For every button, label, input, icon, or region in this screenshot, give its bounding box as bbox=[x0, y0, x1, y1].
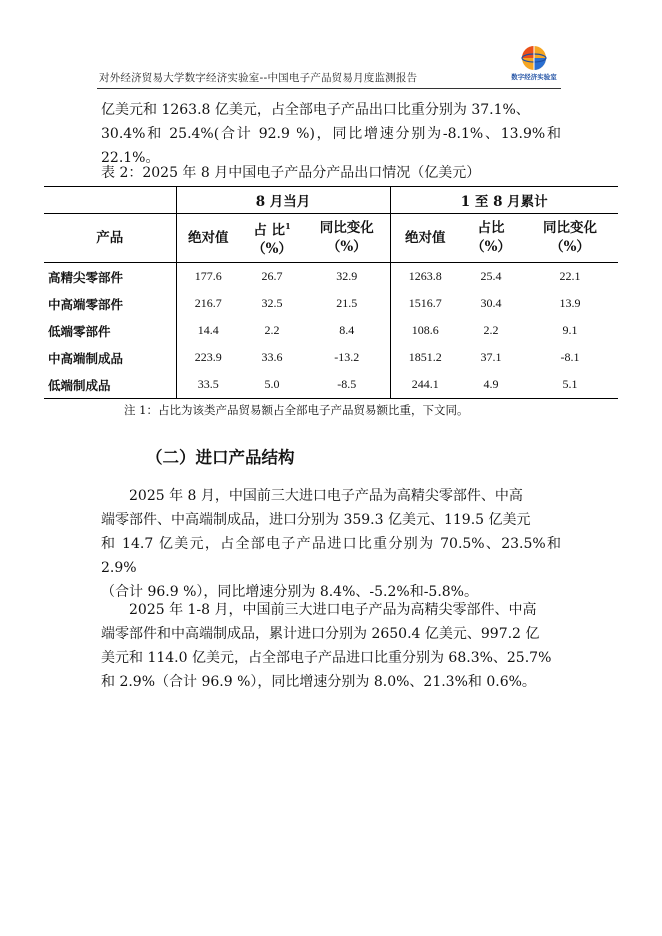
cum-abs-cell: 1263.8 bbox=[390, 263, 460, 291]
month-share-cell: 26.7 bbox=[261, 269, 283, 283]
cum-share-cell: 4.9 bbox=[460, 371, 522, 399]
empty-header-cell bbox=[44, 187, 176, 214]
month-abs-cell: 223.9 bbox=[176, 344, 240, 371]
share2-header-unit: （%） bbox=[471, 239, 511, 255]
cum-yoy-cell: -8.1 bbox=[560, 350, 580, 364]
share2-column-header bbox=[460, 214, 522, 263]
yoy-header-unit: （%） bbox=[326, 239, 367, 255]
table-group-header-row bbox=[44, 187, 618, 214]
cum-yoy-cell: 5.1 bbox=[522, 371, 618, 399]
cum-abs-cell: 108.6 bbox=[390, 317, 460, 344]
table-row bbox=[44, 317, 618, 344]
table-row bbox=[44, 290, 618, 317]
yoy2-column-header bbox=[522, 214, 618, 263]
cum-yoy-cell: 22.1 bbox=[559, 269, 581, 283]
paragraph-line: 和 2.9%（合计 96.9 %），同比增速分别为 8.0%、21.3%和 0.6%。 bbox=[101, 674, 536, 690]
yoy2-header-unit: （%） bbox=[550, 239, 590, 255]
month-share-cell: 2.2 bbox=[264, 323, 280, 337]
month-abs-cell: 216.7 bbox=[176, 290, 240, 317]
cum-abs-cell: 244.1 bbox=[390, 371, 460, 399]
abs-column-header: 绝对值 bbox=[176, 214, 240, 263]
cum-share-cell: 25.4 bbox=[480, 269, 502, 283]
paragraph-line: 美元和 114.0 亿美元，占全部电子产品进口比重分别为 68.3%、25.7% bbox=[101, 650, 552, 666]
cum-share-cell: 2.2 bbox=[483, 323, 499, 337]
paragraph-line: 和 14.7 亿美元，占全部电子产品进口比重分别为 70.5%、23.5%和 2.9% bbox=[101, 536, 561, 576]
group-header-month: 8 月当月 bbox=[176, 187, 390, 214]
month-yoy-cell: 8.4 bbox=[339, 323, 355, 337]
product-name-cell: 中高端制成品 bbox=[48, 350, 124, 366]
paragraph-line: 端零部件、中高端制成品，进口分别为 359.3 亿美元、119.5 亿美元 bbox=[101, 512, 531, 528]
table-row bbox=[44, 344, 618, 371]
cum-yoy-cell: 13.9 bbox=[559, 296, 581, 310]
yoy2-header-label: 同比变化 bbox=[543, 220, 597, 236]
paragraph-line: 2025 年 8 月，中国前三大进口电子产品为高精尖零部件、中高 bbox=[129, 488, 523, 504]
table-row bbox=[44, 371, 618, 399]
month-yoy-cell: 21.5 bbox=[336, 296, 358, 310]
paragraph-line: （合计 96.9 %），同比增速分别为 8.4%、-5.2%和-5.8%。 bbox=[101, 584, 478, 600]
header-title: 对外经济贸易大学数字经济实验室--中国电子产品贸易月度监测报告 bbox=[99, 72, 418, 84]
month-share-cell: 32.5 bbox=[261, 296, 283, 310]
table-sub-header-row bbox=[44, 214, 618, 263]
month-abs-cell: 33.5 bbox=[176, 371, 240, 399]
yoy-header-label: 同比变化 bbox=[319, 220, 374, 236]
table-caption: 表 2：2025 年 8 月中国电子产品分产品出口情况（亿美元） bbox=[101, 165, 481, 181]
share2-header-label: 占比 bbox=[477, 220, 505, 236]
month-share-cell: 5.0 bbox=[240, 371, 304, 399]
month-abs-cell: 177.6 bbox=[176, 263, 240, 291]
intro-line: 亿美元和 1263.8 亿美元，占全部电子产品出口比重分别为 37.1%、 bbox=[101, 102, 530, 118]
abs2-column-header: 绝对值 bbox=[390, 214, 460, 263]
product-name-cell: 低端零部件 bbox=[48, 323, 111, 339]
section-heading: （二）进口产品结构 bbox=[146, 448, 295, 467]
paragraph-line: 端零部件和中高端制成品，累计进口分别为 2650.4 亿美元、997.2 亿 bbox=[101, 626, 540, 642]
share-header-unit: （%） bbox=[252, 241, 292, 258]
export-table bbox=[44, 186, 618, 399]
import-paragraph-2 bbox=[101, 598, 561, 694]
footnote-marker: 1 bbox=[285, 220, 291, 231]
table-footnote: 注 1：占比为该类产品贸易额占全部电子产品贸易额比重，下文同。 bbox=[124, 403, 469, 417]
lab-logo bbox=[506, 44, 562, 84]
header-divider bbox=[97, 88, 561, 89]
product-column-header: 产品 bbox=[44, 214, 176, 263]
group-header-cumulative: 1 至 8 月累计 bbox=[390, 187, 618, 214]
cum-yoy-cell: 9.1 bbox=[562, 323, 578, 337]
share-header-label: 占 比 bbox=[253, 222, 286, 239]
month-yoy-cell: 32.9 bbox=[336, 269, 358, 283]
month-yoy-cell: -8.5 bbox=[304, 371, 390, 399]
product-name-cell: 高精尖零部件 bbox=[48, 269, 124, 285]
month-yoy-cell: -13.2 bbox=[334, 350, 360, 364]
product-name-cell: 中高端零部件 bbox=[48, 296, 124, 312]
cum-share-cell: 30.4 bbox=[480, 296, 502, 310]
share-column-header bbox=[240, 214, 304, 263]
yoy-column-header bbox=[304, 214, 390, 263]
month-abs-cell: 14.4 bbox=[176, 317, 240, 344]
intro-line: 30.4%和 25.4%(合计 92.9 %)，同比增速分别为-8.1%、13.9%和 22.1%。 bbox=[101, 126, 561, 166]
globe-logo-icon bbox=[517, 44, 551, 72]
product-name-cell: 低端制成品 bbox=[44, 371, 176, 399]
paragraph-line: 2025 年 1-8 月，中国前三大进口电子产品为高精尖零部件、中高 bbox=[129, 602, 537, 618]
cum-share-cell: 37.1 bbox=[480, 350, 502, 364]
month-share-cell: 33.6 bbox=[261, 350, 283, 364]
cum-abs-cell: 1516.7 bbox=[390, 290, 460, 317]
import-paragraph-1 bbox=[101, 484, 561, 604]
cum-abs-cell: 1851.2 bbox=[390, 344, 460, 371]
table-row bbox=[44, 263, 618, 291]
logo-text: 数字经济实验室 bbox=[511, 73, 557, 81]
intro-paragraph bbox=[101, 98, 561, 170]
